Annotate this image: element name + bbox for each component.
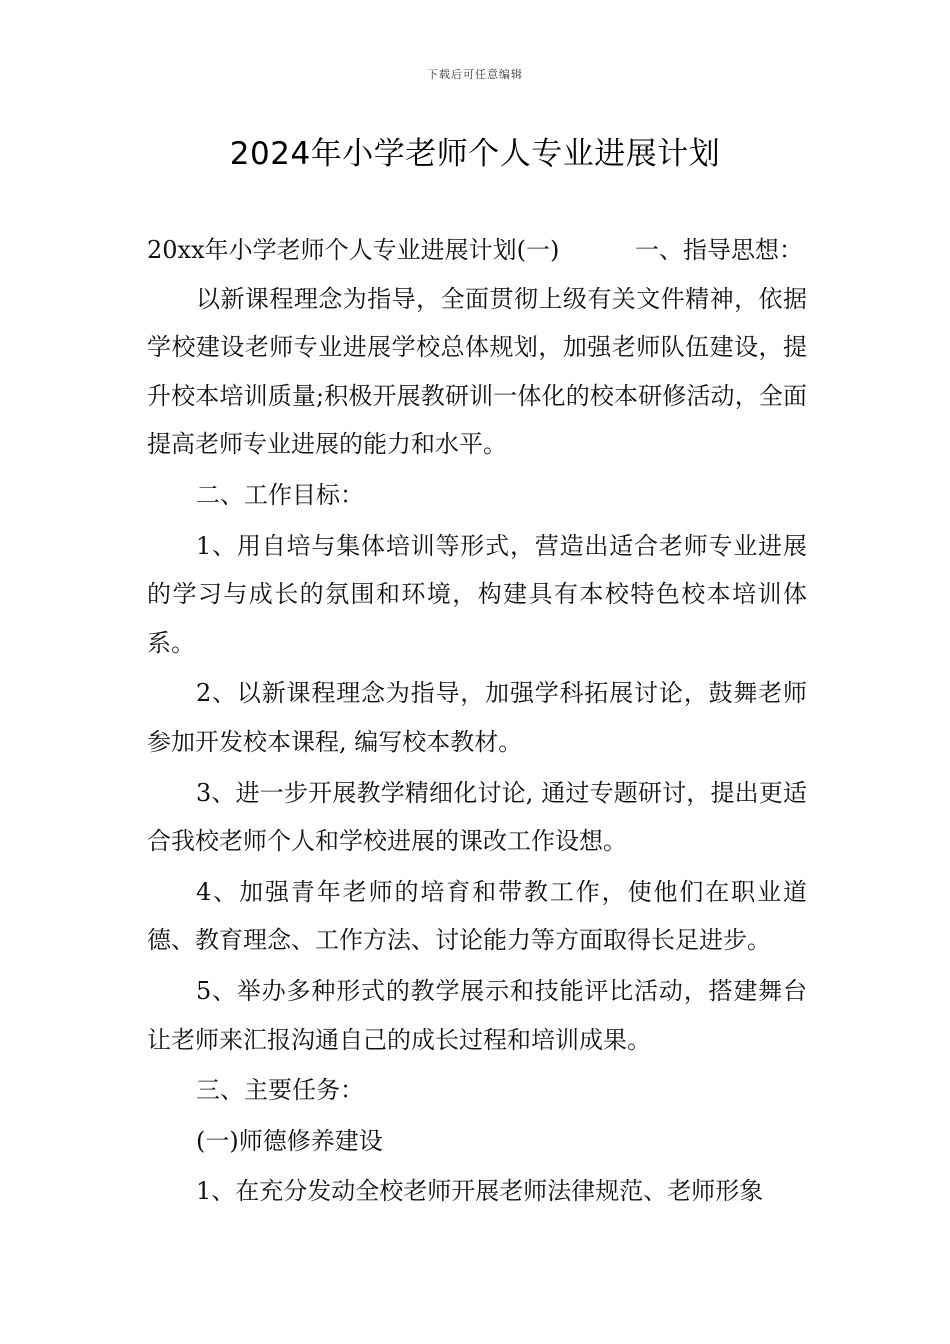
goal-item-3: 3、进一步开展教学精细化讨论, 通过专题研讨，提出更适合我校老师个人和学校进展的课改工作设想。 xyxy=(147,778,807,856)
intro-line xyxy=(147,226,807,275)
header-note: 下载后可任意编辑 xyxy=(427,68,523,81)
document-body xyxy=(147,226,807,1218)
goal-item-4: 4、加强青年老师的培育和带教工作，使他们在职业道德、教育理念、工作方法、讨论能力等方面取得长足进步。 xyxy=(147,877,807,955)
subsection-heading-ethics: (一)师德修养建设 xyxy=(196,1126,383,1155)
document-title: 2024年小学老师个人专业进展计划 xyxy=(229,136,721,172)
paragraph-guiding-thought: 以新课程理念为指导，全面贯彻上级有关文件精神，依据学校建设老师专业进展学校总体规划，加强老师队伍建设，提升校本培训质量;积极开展教研训一体化的校本研修活动，全面提高老师专业进展的能力和水平。 xyxy=(147,284,807,459)
goal-item-5: 5、举办多种形式的教学展示和技能评比活动，搭建舞台让老师来汇报沟通自己的成长过程和培训成果。 xyxy=(147,976,807,1054)
section-heading-main-tasks: 三、主要任务： xyxy=(196,1076,364,1105)
goal-item-2: 2、以新课程理念为指导，加强学科拓展讨论，鼓舞老师参加开发校本课程, 编写校本教材。 xyxy=(147,679,807,756)
task-item-1: 1、在充分发动全校老师开展老师法律规范、老师形象 xyxy=(196,1177,764,1206)
goal-item-1: 1、用自培与集体培训等形式，营造出适合老师专业进展的学习与成长的氛围和环境，构建具有本校特色校本培训体系。 xyxy=(147,531,807,657)
section-heading-work-goals: 二、工作目标： xyxy=(196,480,364,509)
section-subtitle: 20xx年小学老师个人专业进展计划(一) xyxy=(147,236,560,264)
section-heading-guiding-thought: 一、指导思想： xyxy=(635,236,803,264)
